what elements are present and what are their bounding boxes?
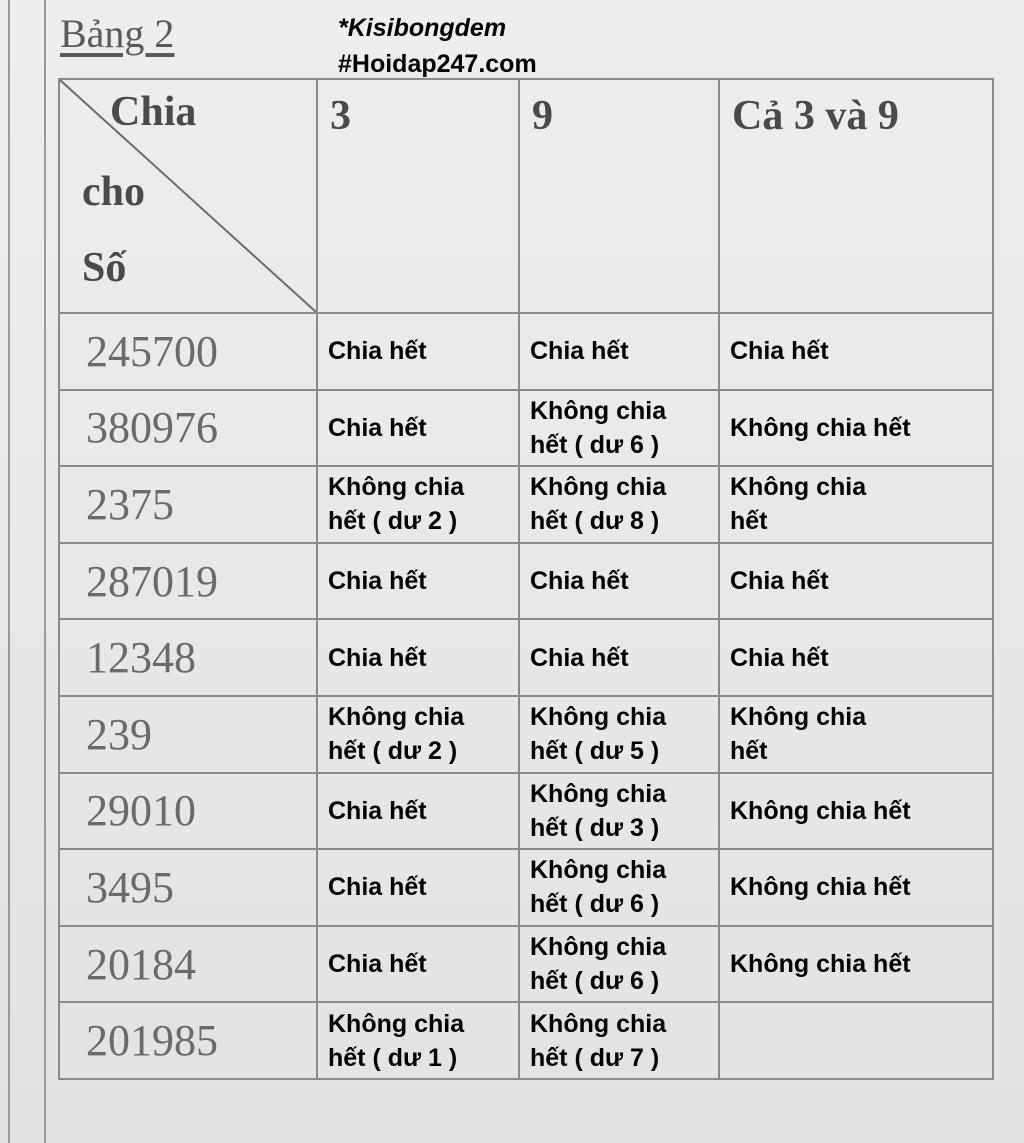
number-cell: 12348 xyxy=(59,619,317,696)
answer-text: Không chia xyxy=(328,473,465,502)
answer-text: Chia hết xyxy=(530,337,629,366)
answer-text: Chia hết xyxy=(328,950,427,979)
answer-cell-by9 xyxy=(519,390,719,467)
answer-text: Chia hết xyxy=(328,873,427,902)
answer-text: Không chia xyxy=(328,703,465,732)
watermark-line-2: #Hoidap247.com xyxy=(338,50,537,78)
header-row xyxy=(59,79,993,313)
answer-text: Không chia xyxy=(530,856,667,885)
answer-cell-by3 xyxy=(317,313,519,390)
header-3: 3 xyxy=(317,79,519,313)
answer-cell-by3 xyxy=(317,466,519,543)
answer-cell-by39 xyxy=(719,1002,993,1079)
answer-cell-by39 xyxy=(719,390,993,467)
answer-text: Không chia xyxy=(530,933,667,962)
answer-cell-by3 xyxy=(317,849,519,926)
answer-cell-by3 xyxy=(317,773,519,850)
answer-text: hết ( dư 6 ) xyxy=(530,967,660,996)
answer-text: Chia hết xyxy=(328,796,427,825)
table-row xyxy=(59,696,993,773)
table-row xyxy=(59,1002,993,1079)
corner-label-chia: Chia xyxy=(110,89,197,135)
answer-text: Chia hết xyxy=(328,567,427,596)
answer-cell-by9 xyxy=(519,926,719,1003)
table-title: Bảng 2 xyxy=(60,11,175,56)
answer-text: Chia hết xyxy=(530,643,629,672)
answer-text: hết ( dư 2 ) xyxy=(328,507,458,536)
table-row xyxy=(59,543,993,620)
answer-text: Không chia xyxy=(730,703,867,732)
number-cell: 201985 xyxy=(59,1002,317,1079)
answer-text: hết ( dư 5 ) xyxy=(530,737,660,766)
answer-cell-by3 xyxy=(317,543,519,620)
answer-text: Chia hết xyxy=(730,567,829,596)
answer-text: Không chia hết xyxy=(730,873,911,902)
answer-cell-by3 xyxy=(317,926,519,1003)
number-cell: 2375 xyxy=(59,466,317,543)
corner-header-cell xyxy=(59,79,317,313)
answer-text: hết ( dư 7 ) xyxy=(530,1043,660,1072)
answer-text: hết xyxy=(730,737,768,766)
watermark-line-1: *Kisibongdem xyxy=(338,14,507,42)
header-3-and-9: Cả 3 và 9 xyxy=(719,79,993,313)
table-row xyxy=(59,466,993,543)
answer-text: Chia hết xyxy=(328,413,427,442)
answer-text: Không chia xyxy=(530,396,667,425)
answer-text: Chia hết xyxy=(328,643,427,672)
answer-text: Chia hết xyxy=(730,643,829,672)
answer-text: Chia hết xyxy=(530,567,629,596)
answer-text: Không chia hết xyxy=(730,796,911,825)
answer-text: Không chia xyxy=(530,703,667,732)
table-row xyxy=(59,619,993,696)
answer-text: hết ( dư 2 ) xyxy=(328,737,458,766)
number-cell: 287019 xyxy=(59,543,317,620)
answer-text: Không chia xyxy=(328,1009,465,1038)
answer-cell-by39 xyxy=(719,466,993,543)
answer-cell-by9 xyxy=(519,696,719,773)
number-cell: 239 xyxy=(59,696,317,773)
divisibility-table xyxy=(58,78,994,1080)
answer-cell-by39 xyxy=(719,696,993,773)
answer-cell-by3 xyxy=(317,619,519,696)
header-9: 9 xyxy=(519,79,719,313)
answer-cell-by39 xyxy=(719,543,993,620)
answer-text: Chia hết xyxy=(730,337,829,366)
answer-text: hết ( dư 3 ) xyxy=(530,813,660,842)
number-cell: 20184 xyxy=(59,926,317,1003)
answer-cell-by9 xyxy=(519,543,719,620)
table-row xyxy=(59,390,993,467)
number-cell: 3495 xyxy=(59,849,317,926)
answer-text: Không chia xyxy=(730,473,867,502)
table-body xyxy=(59,79,993,1079)
answer-text: Không chia hết xyxy=(730,950,911,979)
answer-cell-by39 xyxy=(719,619,993,696)
answer-cell-by39 xyxy=(719,313,993,390)
answer-cell-by9 xyxy=(519,466,719,543)
answer-text: Không chia xyxy=(530,779,667,808)
table-row xyxy=(59,773,993,850)
answer-text: hết ( dư 6 ) xyxy=(530,890,660,919)
answer-text: Chia hết xyxy=(328,337,427,366)
margin-line-right xyxy=(44,0,46,1143)
answer-cell-by9 xyxy=(519,849,719,926)
answer-text: Không chia hết xyxy=(730,413,911,442)
answer-cell-by3 xyxy=(317,390,519,467)
answer-cell-by9 xyxy=(519,773,719,850)
answer-cell-by39 xyxy=(719,926,993,1003)
number-cell: 245700 xyxy=(59,313,317,390)
answer-text: hết ( dư 1 ) xyxy=(328,1043,458,1072)
table-row xyxy=(59,926,993,1003)
answer-cell-by9 xyxy=(519,619,719,696)
answer-text: hết ( dư 6 ) xyxy=(530,430,660,459)
answer-text: hết xyxy=(730,507,768,536)
margin-line-left xyxy=(8,0,10,1143)
answer-cell-by39 xyxy=(719,773,993,850)
table-row xyxy=(59,313,993,390)
answer-cell-by9 xyxy=(519,313,719,390)
number-cell: 29010 xyxy=(59,773,317,850)
table-row xyxy=(59,849,993,926)
answer-cell-by3 xyxy=(317,1002,519,1079)
answer-text: hết ( dư 8 ) xyxy=(530,507,660,536)
answer-cell-by3 xyxy=(317,696,519,773)
number-cell: 380976 xyxy=(59,390,317,467)
answer-cell-by9 xyxy=(519,1002,719,1079)
answer-text: Không chia xyxy=(530,1009,667,1038)
corner-label-cho: cho xyxy=(82,169,145,215)
answer-text: Không chia xyxy=(530,473,667,502)
answer-cell-by39 xyxy=(719,849,993,926)
corner-label-so: Số xyxy=(82,245,127,291)
